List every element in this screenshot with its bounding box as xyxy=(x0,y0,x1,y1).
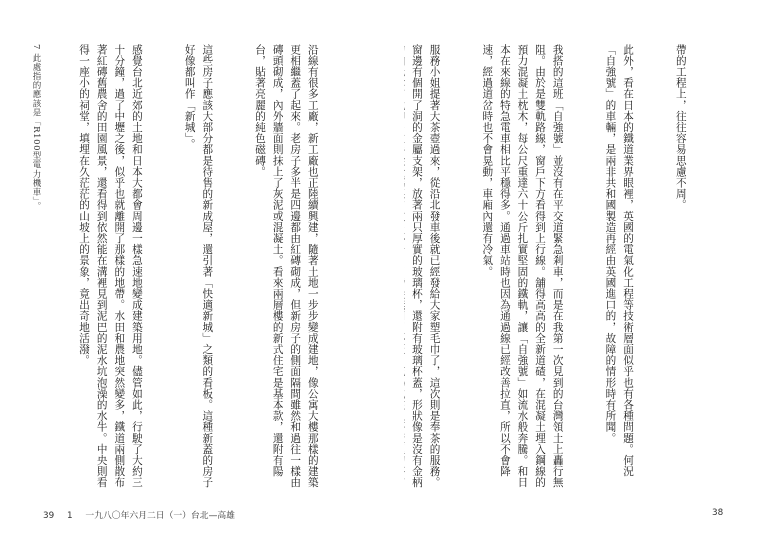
paragraph: 帶的工程上，往往容易思慮不周。 xyxy=(674,44,687,211)
page-number: 39 xyxy=(43,511,55,521)
page-number-right: 38 xyxy=(712,508,724,518)
paragraph: 此外，看在日本的鐵道業界眼裡，英國的電氣化工程等技術層面似乎也有各種問題。何況「自強號」的車輛，是兩非共和國製造再經由英國進口的，故障的情形時有所聞。 xyxy=(604,44,635,477)
running-footer-left xyxy=(43,508,245,521)
paragraph: 沿線有很多工廠，新工廠也正陸續興建，隨著土地一步步變成建地，像公寓大樓那樣的建築更相繼蓋了起來。老房子多半是四邊都由紅磚砌成，但新房子的側面隔間雖然和過往一樣由磚頭砌成，內外牆面則抹上了灰泥或混凝土。看來兩層樓的新式住宅是基本款，還附有陽台，貼著亮麗的純色磁磚。 xyxy=(254,44,319,488)
right-page-body xyxy=(404,44,724,488)
paragraph: 我搭的這班「自強號」並沒有在平交道緊急剎車，而是在我第一次見到的台灣領土上轟行無阻。由於是雙軌路線，窗戶下方看得到上行線。舖得高高的全新道碴，在混凝土埋入鋼線的預力混凝土枕木，每公尺重達六十公斤扎實堅固的鐵軌，讓「自強號」如流水般奔騰。和日本在來線的特急電車相比平穩得多。通過車站時也因為通過線已經改善拉直，所以不會降速，經過道岔時也不會晃動，車廂內還有冷氣。 xyxy=(481,44,564,488)
chapter-title: 一九八〇年六月二日（一）台北—高雄 xyxy=(85,511,235,521)
footnote: 7 此處指的應該是「R100型電力機車」。 xyxy=(31,44,41,211)
paragraph: 這些房子應該大部分都是待售的新成屋，還引著「快適新城」之類的看板。這種新蓋的房子好像都叫作「新城」。 xyxy=(183,44,214,488)
chapter-number: 1 xyxy=(67,511,73,521)
left-page-body xyxy=(56,44,356,488)
paragraph: 服務小姐提著大茶壺過來，從沿北發車後就已經發給大家塑毛巾了，這次則是奉茶的服務。窗邊有個開了洞的金屬支架，放著兩只厚實的玻璃杯，還附有玻璃杯蓋，形狀像是沒有金柄 xyxy=(410,44,441,488)
paragraph: 感覺台北近郊的土地和日本大都會周邊一樣急速地變成建築用地。儘管如此，行駛了大約三十分鐘，過了中壢之後，似乎也就離開了那樣的地帶。水田和農地突然變多，鐵道兩側散布著紅磚舊農舍的田園風景，還看得到依然能在溝裡見到泥巴的泥水坑泡澡的水牛。中央則看得一座小的祠堂，填埋在久茫茫的山坡上的景象，竟出奇地活潑。 xyxy=(78,44,143,488)
